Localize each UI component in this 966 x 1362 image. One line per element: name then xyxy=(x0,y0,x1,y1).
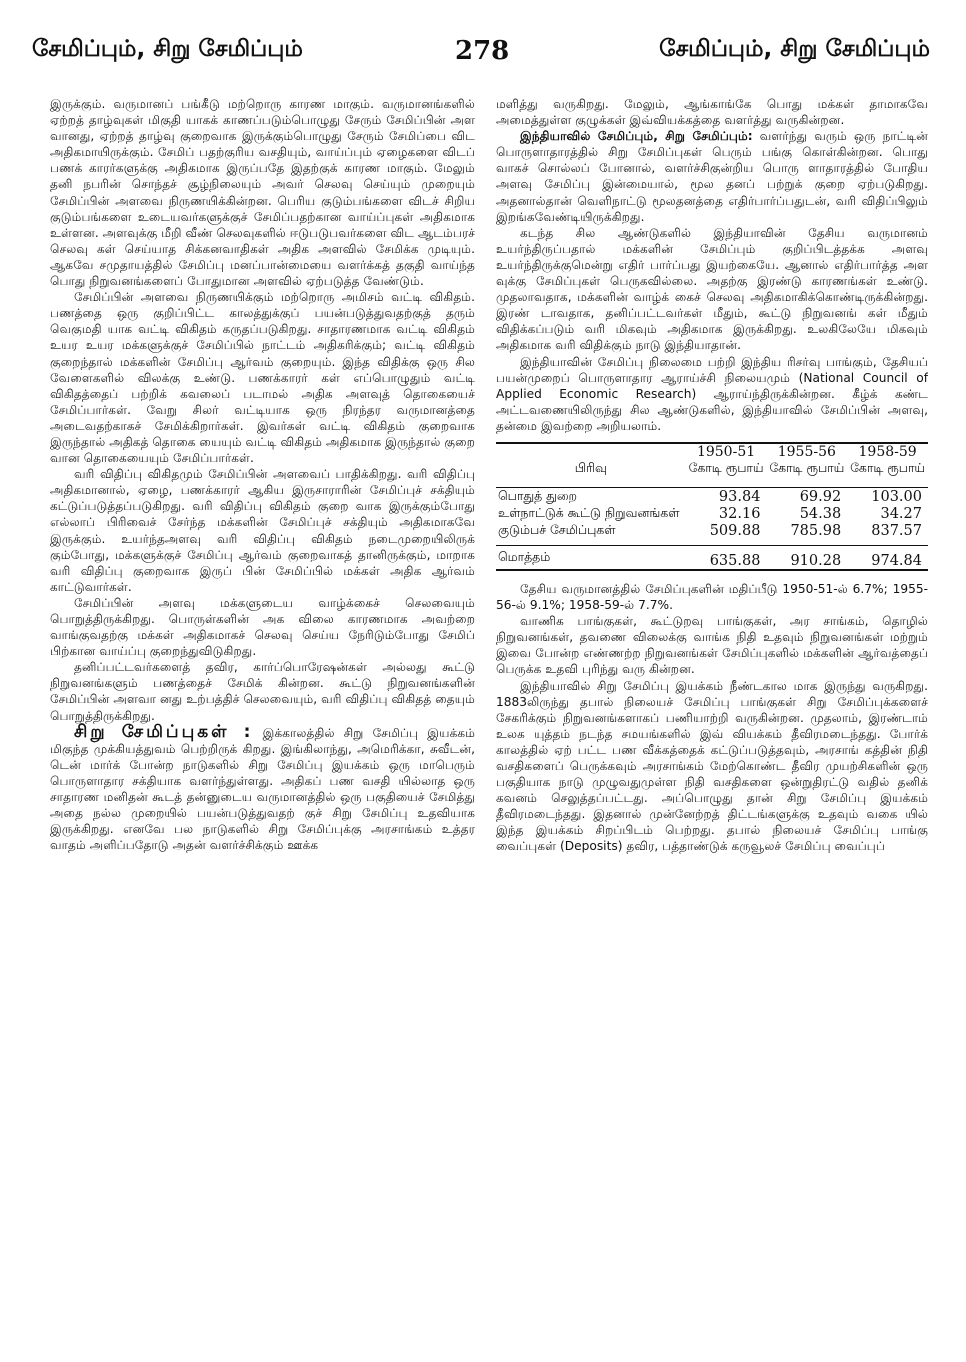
paragraph: வாணிக பாங்குகள், கூட்டுறவு பாங்குகள், அர சாங்கம், தொழில் நிறுவனங்கள், தவணை விலைக்கு வாங்க நிதி உதவும் நிறுவனங்கள் மற்றும் இவை போன்ற எண்ணற்ற நிறுவனங்கள் சேமிப்புகளில் மக்களின் ஆர்வத்தைப் பெருக்க உதவி புரிந்து வரு கின்றன. xyxy=(496,614,928,677)
table-row: பொதுத் துறை 93.84 69.92 103.00 xyxy=(498,487,922,505)
paragraph: மளித்து வருகிறது. மேலும், ஆங்காங்கே பொது மக்கள் தாமாகவே அமைத்துள்ள குழுக்கள் இவ்வியக்கத்தை வளர்த்து வருகின்றன. xyxy=(496,97,928,128)
paragraph: சேமிப்பின் அளவை நிருணயிக்கும் மற்றொரு அமிசம் வட்டி விகிதம். பணத்தை ஒரு குறிப்பிட்ட காலத்துக்குப் பயன்படுத்துவதற்குத் தரும் வெகுமதி யாக வட்டி விகிதம் கருதப்படுகிறது. சாதாரணமாக வட்டி விகிதம் உயர உயர மக்களுக்குச் சேமிப்பில் நாட்டம் அதிகரிக்கும்; வட்டி விகிதம் குறைந்தால் மக்களின் சேமிப்பு ஆர்வம் குறையும். இந்த விதிக்கு ஒரு சில வேளைகளில் விலக்கு உண்டு. பணக்காரர் கள் எப்பொழுதும் வட்டி விகிதத்தைப் பற்றிக் கவலைப் படாமல் அதிக அளவுத் தொகையைச் சேமிப்பார்கள். வேறு சிலர் வட்டியாக ஒரு நிரந்தர வருமானத்தை அடைவதற்காகச் சேமிக்கிறார்கள். இவர்கள் வட்டி விகிதம் குறைவாக இருந்தால் அதிகத் தொகை யையும் வட்டி விகிதம் அதிகமாக இருந்தால் குறை வான தொகையையும் சேமிப்பார்கள். xyxy=(50,290,475,466)
section-heading: சிறு சேமிப்புகள் : xyxy=(74,721,254,742)
left-column xyxy=(50,96,475,1348)
table-header-year: 1955-56 கோடி ரூபாய் xyxy=(769,443,845,475)
paragraph: இந்தியாவில் சிறு சேமிப்பு இயக்கம் நீண்டகால மாக இருந்து வருகிறது. 1883லிருந்து தபால் நிலையச் சேமிப்பு பாங்குகள் சிறு சேமிப்புக்களைச் சேகரிக்கும் நிறுவனங்களாகப் பணியாற்றி வருகின்றன. முதலாம், இரண்டாம் உலக யுத்தம் நடந்த சமயங்களில் இவ் வியக்கம் தீவிரமடைந்தது. போர்க் காலத்தில் ஏற் பட்ட பண வீக்கத்தைக் கட்டுப்படுத்தவும், அரசாங் கத்தின் நிதி வசதிகளைப் பெருக்கவும் அரசாங்கம் மேற்கொண்ட தீவிர முயற்சிகளின் ஒரு பகுதியாக நாடு முழுவதுமுள்ள நிதி வசதிகளை ஒன்றுதிரட்டு வதில் தனிக் கவனம் செலுத்தப்பட்டது. அப்பொழுது தான் சிறு சேமிப்பு இயக்கம் தீவிரமடைந்தது. இதனால் முன்னேற்றத் திட்டங்களுக்கு உதவும் வகை யில் இந்த இயக்கம் சிறப்பிடம் பெற்றது. தபால் நிலையச் சேமிப்பு பாங்கு வைப்புகள் (Deposits) தவிர, பத்தாண்டுக் கருவூலச் சேமிப்பு வைப்புப் xyxy=(496,678,928,854)
paragraph: வரி விதிப்பு விகிதமும் சேமிப்பின் அளவைப் பாதிக்கிறது. வரி விதிப்பு அதிகமானால், ஏழை, பணக்காரர் ஆகிய இருசாராரின் சேமிப்புச் சக்தியும் கட்டுப்படுத்தப்படுகிறது. வரி விதிப்பு விகிதம் குறை வாக இருக்கும்போது எல்லாப் பிரிவைச் சேர்ந்த மக்களின் சேமிப்புச் சக்தியும் அதிகமாகவே இருக்கும். உயர்ந்தஅளவு வரி விதிப்பு விகிதம் நடைமுறையிலிருக் கும்போது, மக்களுக்குச் சேமிப்பு ஆர்வம் குறைவாகத் தானிருக்கும், மாறாக வரி விதிப்பு குறைவாக இருப் பின் சேமிப்பில் மக்கள் அதிக ஆர்வம் காட்டுவார்கள். xyxy=(50,467,475,594)
table-total-row: மொத்தம் 635.88 910.28 974.84 xyxy=(496,546,928,570)
table-row: உள்நாட்டுக் கூட்டு நிறுவனங்கள் 32.16 54.38 34.27 xyxy=(498,504,922,522)
paragraph xyxy=(50,721,475,854)
paragraph: சேமிப்பின் அளவு மக்களுடைய வாழ்க்கைச் செலவையும் பொறுத்திருக்கிறது. பொருள்களின் அக விலை காரணமாக அவற்றை வாங்குவதற்கு மக்கள் அதிகமாகச் செலவு செய்ய நேரிடும்போது சேமிப் பிற்கான வாய்ப்பு குறைந்துவிடுகிறது. xyxy=(50,595,475,659)
section-heading: இந்தியாவில் சேமிப்பும், சிறு சேமிப்பும்: xyxy=(520,129,753,144)
table-header-year: 1958-59 கோடி ரூபாய் xyxy=(850,443,926,475)
running-title-left: சேமிப்பும், சிறு சேமிப்பும் xyxy=(32,36,303,62)
table-header-category: பிரிவு xyxy=(574,459,607,475)
paragraph: கடந்த சில ஆண்டுகளில் இந்தியாவின் தேசிய வருமானம் உயர்ந்திருப்பதால் மக்களின் சேமிப்பும் குறிப்பிடத்தக்க அளவு உயர்ந்திருக்குமென்று எதிர் பார்ப்பது இயற்கையே. ஆனால் எதிர்பார்த்த அள வுக்கு சேமிப்புகள் பெருகவில்லை. அதற்கு இரண்டு காரணங்கள் உண்டு. முதலாவதாக, மக்களின் வாழ்க் கைச் செலவு அதிகமாகிக்கொண்டிருக்கின்றது. இரண் டாவதாக, தனிப்பட்டவர்கள் மீதும், கூட்டு நிறுவனங் கள் மீதும் விதிக்கப்படும் வரி மிகவும் அதிகமாக இருக்கிறது. உலகிலேயே மிகவும் அதிகமாக வரி விதிக்கும் நாடு இந்தியாதான். xyxy=(496,225,928,353)
running-title-right: சேமிப்பும், சிறு சேமிப்பும் xyxy=(659,36,930,62)
page-number: 278 xyxy=(455,36,510,66)
table-header-year: 1950-51 கோடி ரூபாய் xyxy=(688,443,764,475)
right-column xyxy=(496,96,928,1348)
paragraph-text: இக்காலத்தில் சிறு சேமிப்பு இயக்கம் மிகுந்த முக்கியத்துவம் பெற்றிருக் கிறது. இங்கிலாந்து, அமெரிக்கா, சுவீடன், டென் மார்க் போன்ற நாடுகளில் சிறு சேமிப்பு இயக்கம் ஒரு மாபெரும் பொருளாதார சக்தியாக வளர்ந்துள்ளது. அதிகப் பண வசதி யில்லாத ஒரு சாதாரண மனிதன் கூடத் தன்னுடைய வருமானத்தில் ஒரு பகுதியைச் சேமித்து அதை நல்ல முறையில் பயன்படுத்துவதற் குச் சிறு சேமிப்பு உதவியாக இருக்கிறது. எனவே பல நாடுகளில் சிறு சேமிப்புக்கு அரசாங்கம் உத்தர வாதம் அளிப்பதோடு அதன் வளர்ச்சிக்கும் ஊக்க xyxy=(50,725,475,853)
savings-table xyxy=(496,442,928,571)
paragraph: தனிப்பட்டவர்களைத் தவிர, கார்ப்பொரேஷன்கள் அல்லது கூட்டு நிறுவனங்களும் பணத்தைச் சேமிக் கின்றன. கூட்டு நிறுவனங்களின் சேமிப்பின் அளவா னது உற்பத்திச் செலவையும், வரி விதிப்பு விகிதத் தையும் பொறுத்திருக்கிறது. xyxy=(50,660,475,723)
paragraph: இந்தியாவின் சேமிப்பு நிலைமை பற்றி இந்திய ரிசர்வு பாங்கும், தேசியப் பயன்முறைப் பொருளாதார ஆராய்ச்சி நிலையமும் (National Council of Applied Economic Research) ஆராய்ந்திருக்கின்றன. கீழ்க் கண்ட அட்டவணையிலிருந்து சில ஆண்டுகளில், இந்தியாவில் சேமிப்பின் அளவு, தன்மை இவற்றை அறியலாம். xyxy=(496,354,928,433)
page-header xyxy=(0,14,966,74)
paragraph-text: வளர்ந்து வரும் ஒரு நாட்டின் பொருளாதாரத்தில் சிறு சேமிப்புகள் பெரும் பங்கு கொள்கின்றன. பொது வாகச் சொல்லப் போனால், வளர்ச்சிகுன்றிய பொரு ளாதாரத்தில் போதிய அளவு சேமிப்பு இன்மையால், மூல தனப் பற்றுக் குறை ஏற்படுகிறது. அதனால்தான் வெளிநாட்டு மூலதனத்தை எதிர்பார்ப்பதுடன், வரி விதிப்பிலும் இறங்கவேண்டியிருக்கிறது. xyxy=(496,129,928,224)
table-row: குடும்பச் சேமிப்புகள் 509.88 785.98 837.57 xyxy=(498,521,922,539)
paragraph: தேசிய வருமானத்தில் சேமிப்புகளின் மதிப்பீடு 1950-51-ல் 6.7%; 1955-56-ல் 9.1%; 1958-59-ல் 7.7%. xyxy=(496,581,928,613)
paragraph xyxy=(496,128,928,225)
paragraph: இருக்கும். வருமானப் பங்கீடு மற்றொரு காரண மாகும். வருமானங்களில் ஏற்றத் தாழ்வுகள் மிகுதி யாகக் காணப்படும்பொழுது சேரும் சேமிப்பின் அள வானது, ஏற்றத் தாழ்வு குறைவாக இருக்கும்பொழுது சேரும் சேமிப்பை விட அதிகமாயிருக்கும். சேமிப் பதற்குரிய வசதியும், வாய்ப்பும் ஏழைகளை விடப் பணக் காரர்களுக்கு அதிகமாக இருப்பதே இதற்குக் காரண மாகும். மேலும் தனி நபரின் சொந்தச் சூழ்நிலையும் அவர் செலவு செய்யும் முறையும் சேமிப்பின் அளவை நிருணயிக்கின்றன. பெரிய குடும்பங்களை விடச் சிறிய குடும்பங்களை உடையவர்களுக்குச் சேமிப்பதற்கான வாய்ப்புகள் அதிகமாக உள்ளன. அளவுக்கு மீறி வீண் செலவுகளில் ஈடுபடுபவர்களை விட ஆடம்பரச் செலவு கள் செய்யாத சிக்கனவாதிகள் அதிக அளவில் சேமிக்க முடியும். ஆகவே சமுதாயத்தில் சேமிப்பு மனப்பான்மையை வளர்க்கத் தகுதி வாய்ந்த பொது நிறுவனங்களைப் போதுமான அளவில் ஏற்படுத்த வேண்டும். xyxy=(50,97,475,289)
